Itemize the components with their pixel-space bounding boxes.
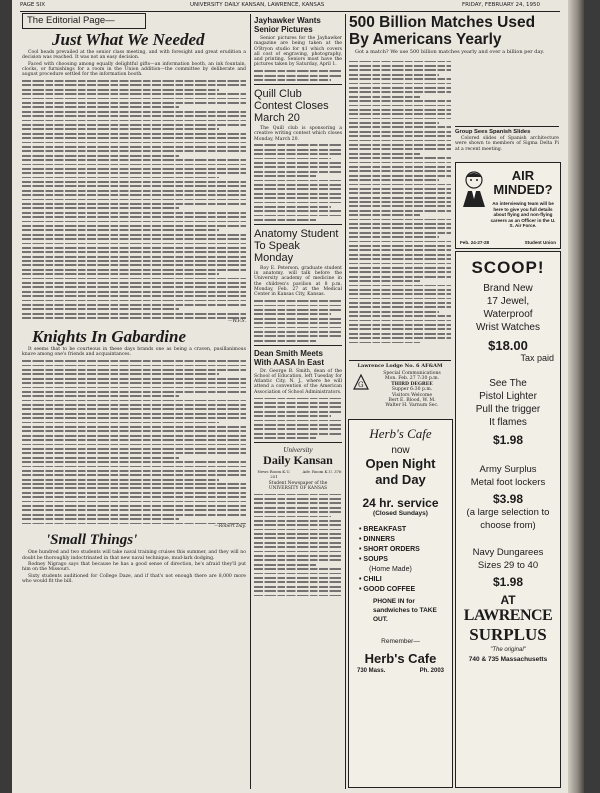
army-line: Metal foot lockers [470,477,546,488]
masthead-title: Daily Kansan [263,452,333,467]
editorial-text: Faced with choosing among equally delightful gifts—an information booth, an ink fountain, clocks, or furnishings for a room in the Union addition—the committee by deliberate and august procedure settled for the information booth. [22,61,246,78]
scoop-heading: SCOOP! [471,258,545,277]
headline-knights-in-gabardine: Knights In Gabardine [32,326,186,346]
masthead-news-room: News Room K.U. 251 [257,468,291,479]
svg-text:G: G [358,381,364,389]
headline-small-things: 'Small Things' [46,532,138,549]
lawrence-wordmark: LAWRENCE [463,607,553,624]
herbs-name: Herb's Cafe [369,426,432,441]
article-text-block [254,398,342,439]
herbs-open: Open Night and Day [365,456,436,487]
article-text: Dr. George B. Smith, dean of the School of Education, left Tuesday for Atlantic City, N. J., where he will attend a convention of the American Association of School Administrators. [254,368,342,395]
editorial-text-block [22,80,246,319]
lawrence-surplus-ad [455,251,561,788]
lodge-title: Lawrence Lodge No. 6 AF&AM [357,363,443,369]
pistol-line: Pull the trigger [475,404,541,415]
paper-name: UNIVERSITY DAILY KANSAN, LAWRENCE, KANSAS [190,2,325,8]
surplus-address: 740 & 735 Massachusetts [468,656,548,663]
navy-line: Navy Dungarees [472,547,544,558]
headline-500-billion-matches: 500 Billion Matches Used By Americans Yearly [349,14,536,48]
herbs-menu-item: • DINNERS [359,536,395,543]
editorial-text: One hundred and two students will take naval training cruises this summer, and they will no doubt be thoroughly indoctrinated in that new naval technique, mud-lark dodging. [22,550,246,561]
pistol-price: $1.98 [492,433,524,447]
watch-line: Brand New [483,283,533,294]
headline-jayhawker: Jayhawker Wants Senior Pictures [254,16,321,34]
news-column [254,14,342,789]
lodge-line: THIRD DEGREE [391,381,433,387]
herbs-menu-item: • SHORT ORDERS [359,546,420,553]
newspaper-page [12,0,584,793]
article-text-block [254,70,342,81]
article-text-block [254,144,342,220]
herbs-name-bottom: Herb's Cafe [364,651,437,666]
editorial-text: Sixty students auditioned for College Daze, and if that's not enough there are 8,000 more who would fit the bill. [22,573,246,584]
herbs-now: now [391,445,410,456]
herbs-menu-item: • CHILI [359,576,382,583]
air-force-place: Student Union [524,240,556,245]
army-line: choose from) [480,520,536,531]
herbs-closed: (Closed Sundays) [373,510,428,517]
herbs-phone-note: PHONE IN for sandwiches to TAKE OUT. [373,598,437,623]
lodge-line: Special Communications [383,371,441,376]
spanish-slides-article [455,126,559,153]
staff-listing [254,494,342,597]
editorial-text: Cool heads prevailed at the senior class meeting, and with foresight and great erudition a decision was reached. It was not an easy decision. [22,50,246,61]
column-divider [345,14,346,789]
editorial-column [22,30,246,786]
column-divider [250,14,251,789]
issue-date: FRIDAY, FEBRUARY 24, 1950 [462,2,541,8]
lodge-line: Mon. Feb. 27 7:30 p.m. [384,376,440,382]
watch-price: $18.00 [488,338,528,353]
herbs-menu-item: • BREAKFAST [359,526,407,533]
editorial-text-block [22,360,246,524]
article-text: Roy E. Peterson, graduate student in anatomy, will talk before the University academy of medicine in the children's pavilion at 8 p.m. Monday, Feb. 27 at the Medical Center in Kansas City, Kansas. [254,265,342,298]
masthead [254,446,342,491]
article-text: The Quill club is sponsoring a creative writing contest which closes Monday, March 20. [254,125,342,142]
lodge-line: Bert E. Blood, W. M. [388,398,436,404]
herbs-phone-number: Ph. 2003 [419,668,444,674]
herbs-menu-item: • SOUPS [359,556,388,563]
herbs-address: 730 Mass. [357,668,386,674]
air-force-date: Feb. 24-27-28 [460,240,490,245]
lodge-line: Walter H. Varnum Sec. [385,403,439,409]
herbs-menu-item: (Home Made) [369,566,412,573]
watch-line: Waterproof [483,309,533,320]
editorial-text: Rodney Nigrago says that because he has a good sense of direction, he's afraid they'll put him on the Missouri. [22,562,246,573]
headline-spanish-slides: Group Sees Spanish Slides [455,129,531,135]
air-force-text: An interviewing team will be here to give you full details about flying and non-flying careers as an Officer in the U. S. Air Force. [490,201,556,229]
lodge-notice [349,360,451,415]
watch-tax: Tax paid [520,353,554,363]
ad-at: AT [500,593,516,607]
editorial-text: It seems that to be courteous in these days brands one as being a craven, pusillanimous knave among one's friends and acquaintances. [22,346,246,358]
man-illustration-icon [460,169,488,209]
herbs-menu-item: • GOOD COFFEE [359,586,416,593]
article-text: Colored slides of Spanish architecture were shown to members of Sigma Delta Pi at a recent meeting. [455,136,559,152]
air-force-ad [455,162,561,249]
matches-article-text [349,58,451,343]
pistol-line: See The [489,378,527,389]
article-text: Got a match? We use 500 billion matches yearly and over a billion per day. [355,49,545,55]
headline-just-what-we-needed: Just What We Needed [52,30,205,49]
editorial-signature: —Robert Day. [214,524,246,530]
watch-line: 17 Jewel, [486,296,530,307]
air-minded-title: AIR MINDED? [493,168,553,197]
watch-line: Wrist Watches [476,322,540,333]
army-price: $3.98 [492,492,524,506]
navy-line: Sizes 29 to 40 [477,560,539,571]
editorial-signature: —W.F.S. [227,318,246,324]
surplus-wordmark: SURPLUS [469,625,547,644]
herbs-menu [349,525,452,595]
headline-dean-smith: Dean Smith Meets With AASA In East [254,348,325,367]
editorial-section-title: The Editorial Page— [22,13,146,29]
article-text: Senior pictures for the Jayhawker magazine are being taken at the O'Bryon studio for $1 which covers all cost of engraving, photography, and printing. Seniors must have the pictures taken by Saturday, April 1. [254,36,342,68]
lodge-line: Supper 6:30 p.m. [391,387,433,393]
headline-anatomy-student: Anatomy Student To Speak Monday [254,227,339,264]
army-line: (a large selection to [466,507,550,518]
masonic-emblem-icon [352,374,370,390]
masthead-adv-room: Adv. Room K.U. 376 [302,468,342,474]
surplus-tagline: "The original" [490,647,526,653]
masthead-description: Student Newspaper of the UNIVERSITY OF KANSAS [268,480,328,491]
masthead-university: University [283,445,313,454]
page-binding [568,0,584,793]
header-rule [20,11,560,12]
navy-price: $1.98 [492,575,524,589]
herbs-remember: Remember— [381,638,420,645]
army-line: Army Surplus [479,464,537,475]
article-text-block [254,300,342,341]
pistol-line: It flames [489,417,527,428]
pistol-line: Pistol Lighter [479,391,537,402]
headline-quill-club: Quill Club Contest Closes March 20 [254,87,329,124]
herbs-hours: 24 hr. service [362,496,439,510]
herbs-cafe-ad [348,419,453,788]
lodge-line: Visitors Welcome [391,392,433,398]
page-number: PAGE SIX [20,2,45,8]
